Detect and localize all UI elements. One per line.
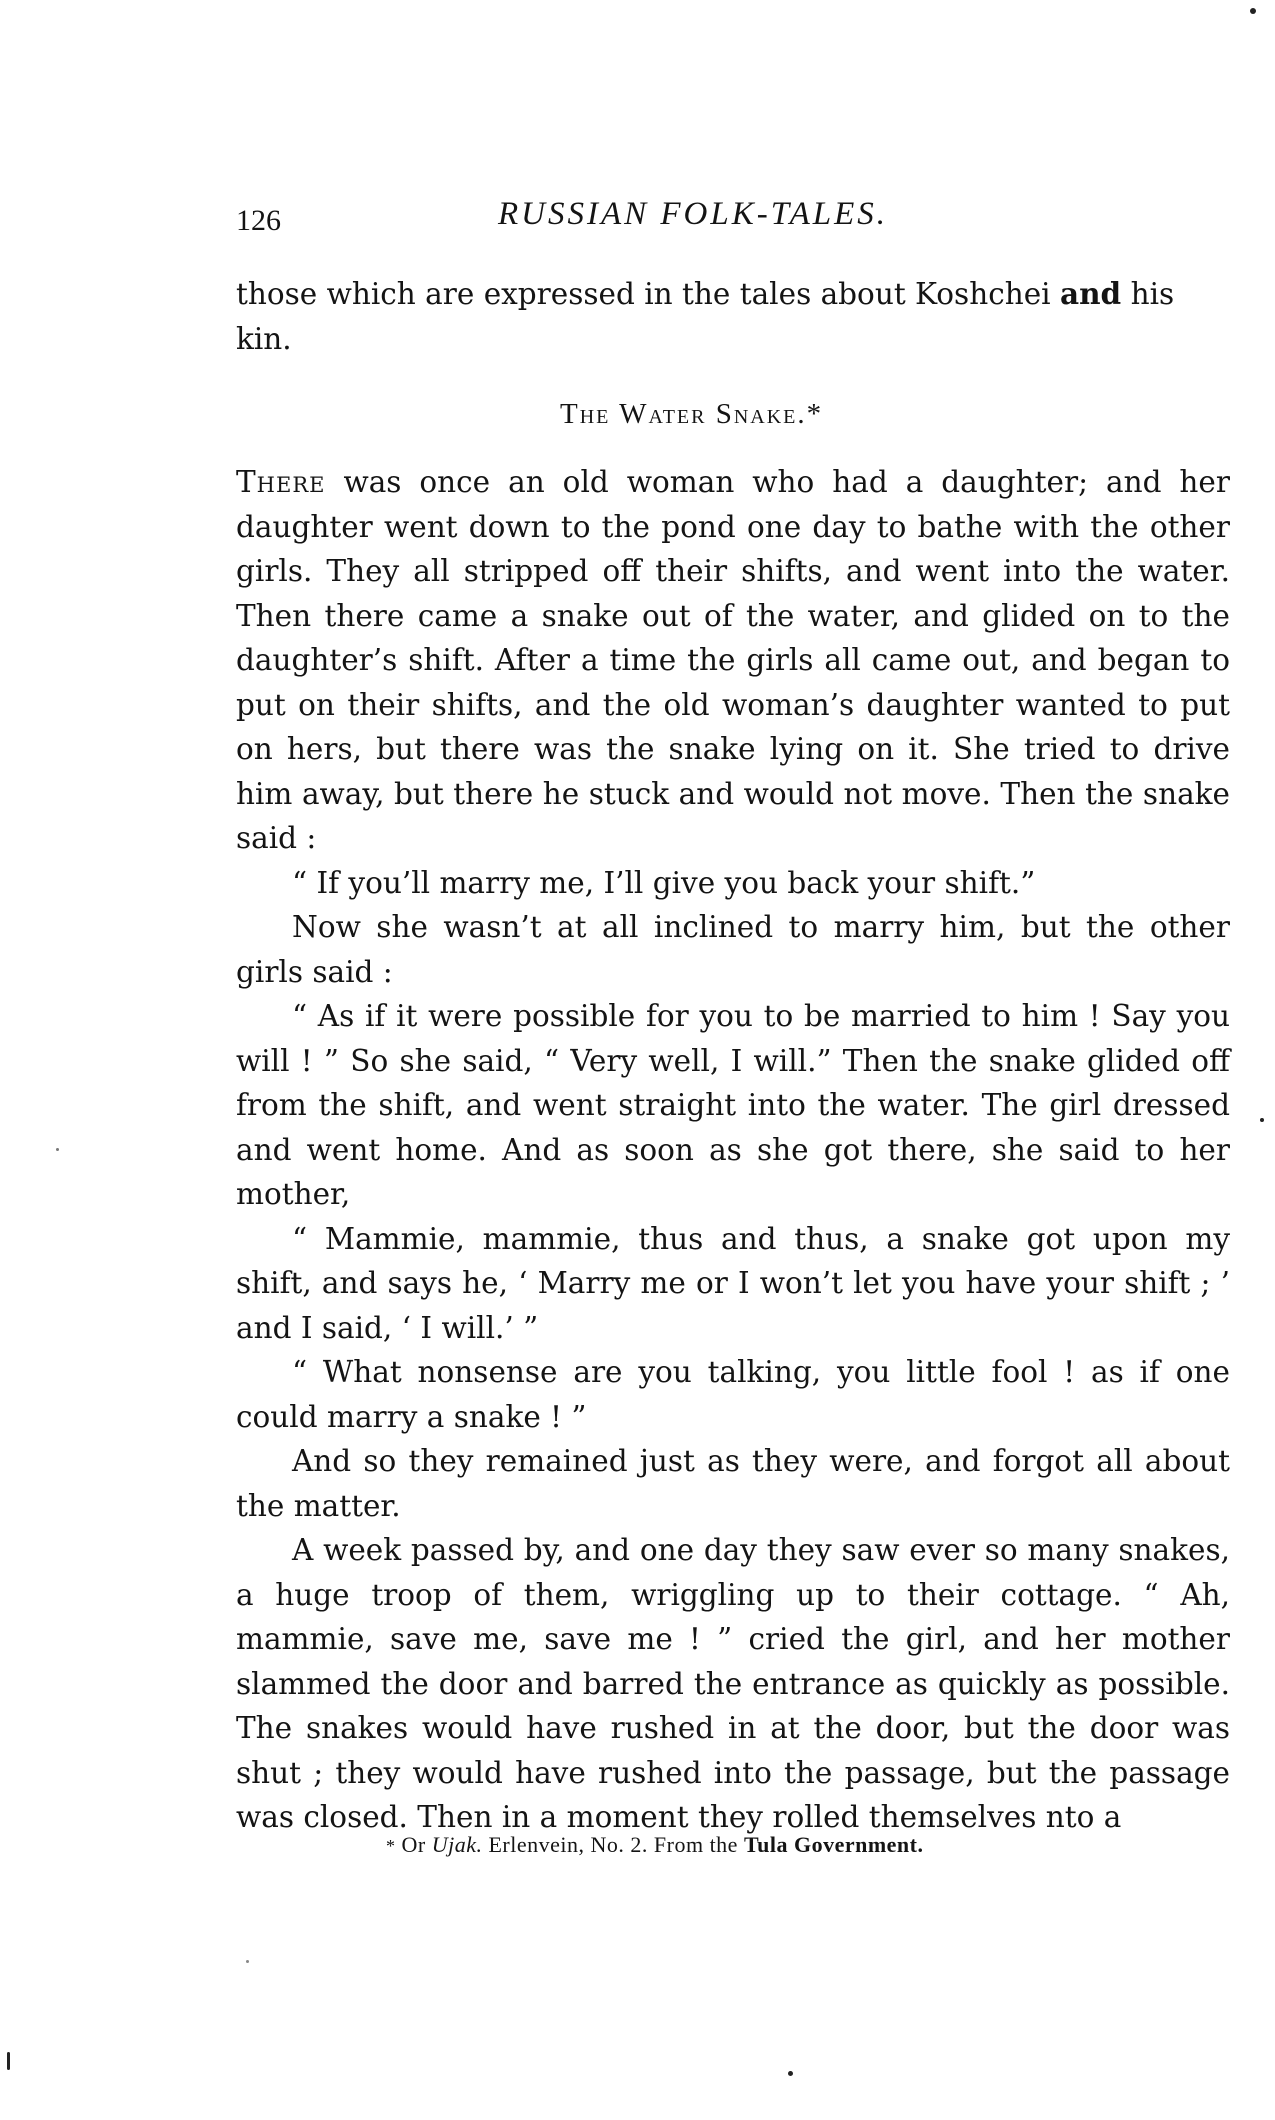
story-body	[236, 460, 1230, 1840]
footnote-bold-source: Tula Government.	[743, 1832, 924, 1857]
footnote-mark: *	[386, 1836, 396, 1856]
story-title: The Water Snake.*	[560, 398, 824, 430]
running-title: RUSSIAN FOLK-TALES.	[498, 196, 889, 232]
intro-paragraph	[236, 272, 1230, 361]
intro-text-start: those which are expressed in the tales about Koshchei	[236, 277, 1060, 311]
footnote-italic-title: Ujak.	[431, 1832, 483, 1857]
scan-speck-top-right	[1250, 8, 1256, 14]
scan-speck-bottom	[788, 2071, 793, 2076]
footnote-prefix: Or	[401, 1832, 432, 1857]
story-paragraph-6: “ What nonsense are you talking, you little fool ! as if one could marry a snake ! ”	[236, 1355, 1230, 1434]
story-first-word: There	[236, 465, 326, 499]
story-paragraph-3: Now she wasn’t at all inclined to marry him, but the other girls said :	[236, 910, 1230, 989]
story-paragraph-8: A week passed by, and one day they saw ever so many snakes, a huge troop of them, wriggling up to their cottage. “ Ah, mammie, save me, save me ! ” cried the girl, and her mother slammed the door and barred the entrance as quickly as possible. The snakes would have rushed in at the door, but the door was shut ; they would have rushed into the passage, but the passage was closed. Then in a moment they rolled themselves nto a	[236, 1533, 1230, 1834]
footnote	[386, 1832, 923, 1858]
page-number: 126	[236, 204, 281, 237]
page-header	[236, 196, 1236, 244]
story-paragraph-1-text: was once an old woman who had a daughter; and her daughter went down to the pond one day to bathe with the other girls. They all stripped off their shifts, and went into the water. Then there came a snake out of the water, and glided on to the daughter’s shift. After a time the girls all came out, and began to put on their shifts, and the old woman’s daughter wanted to put on hers, but there was the snake lying on it. She tried to drive him away, but there he stuck and would not move. Then the snake said :	[236, 465, 1230, 855]
intro-bold-word: and	[1059, 276, 1122, 311]
scan-speck-right	[1260, 1118, 1264, 1122]
story-paragraph-7: And so they remained just as they were, and forgot all about the matter.	[236, 1444, 1230, 1523]
story-paragraph-5: “ Mammie, mammie, thus and thus, a snake got upon my shift, and says he, ‘ Marry me or I won’t let you have your shift ; ’ and I said, ‘ I will.’ ”	[236, 1221, 1230, 1345]
story-paragraph-2: “ If you’ll marry me, I’ll give you back your shift.”	[292, 865, 1036, 900]
story-paragraph-1	[236, 460, 1230, 861]
footnote-source: Erlenvein, No. 2. From the	[482, 1832, 744, 1857]
intro-text-end: his kin.	[236, 277, 1175, 356]
scan-speck-faint-bottom	[246, 1960, 249, 1963]
story-paragraph-4: “ As if it were possible for you to be married to him ! Say you will ! ” So she said, “ Very well, I will.” Then the snake glided off from the shift, and went straight into the water. The girl dressed and went home. And as soon as she got there, she said to her mother,	[236, 999, 1230, 1211]
scan-speck-left	[7, 2052, 10, 2070]
scan-speck-faint-left	[56, 1148, 59, 1151]
